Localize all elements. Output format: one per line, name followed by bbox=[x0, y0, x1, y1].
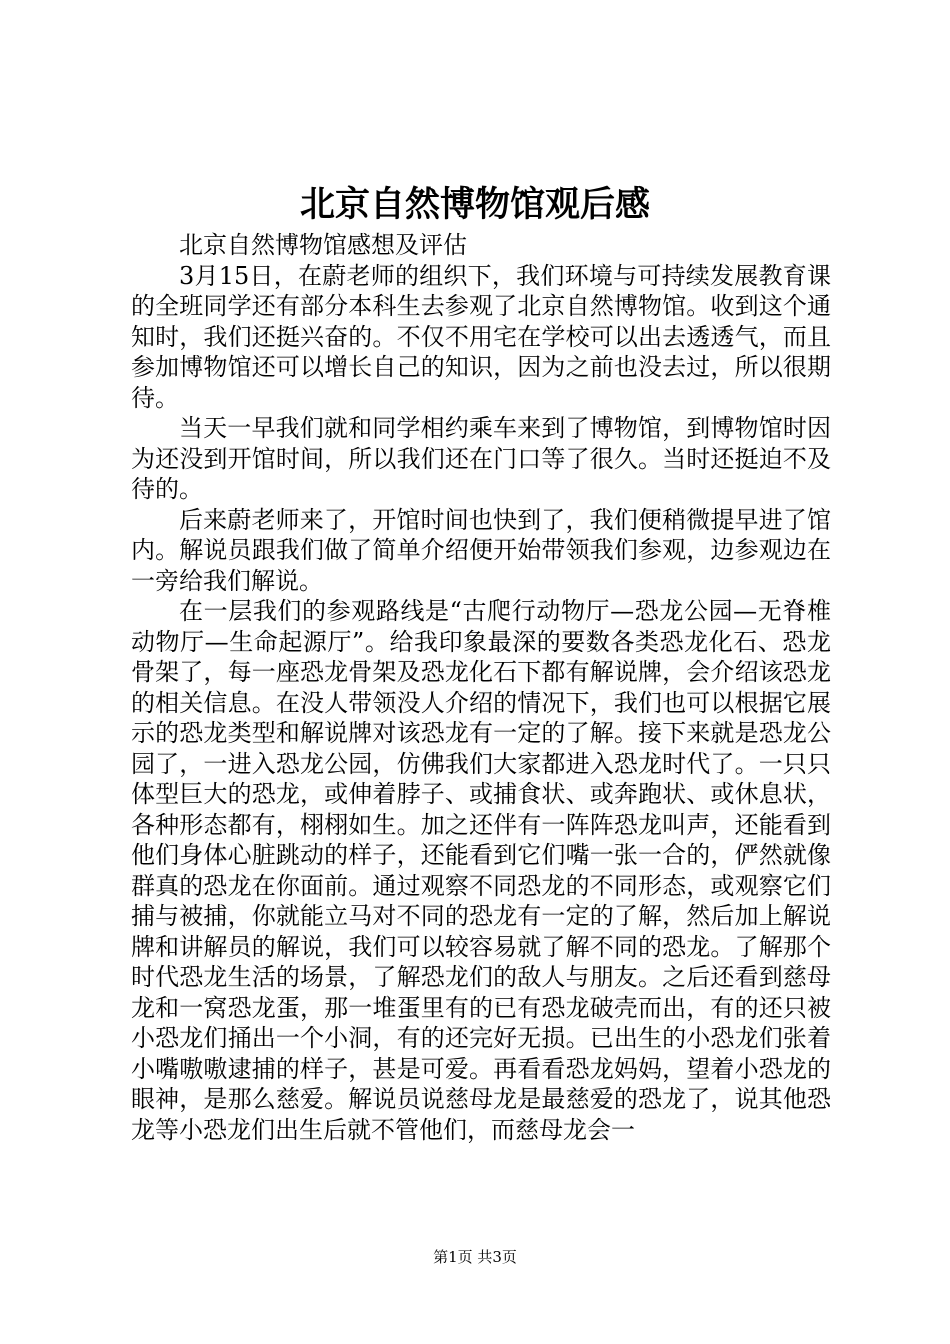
document-title: 北京自然博物馆观后感 bbox=[299, 184, 650, 225]
page-footer: 第1页 共3页 bbox=[433, 1248, 517, 1266]
paragraph-subtitle: 北京自然博物馆感想及评估 bbox=[179, 231, 467, 259]
paragraph: 在一层我们的参观路线是“古爬行动物厅—恐龙公园—无脊椎动物厅—生命起源厅”。给我印象最深的要数各类恐龙化石、恐龙骨架了，每一座恐龙骨架及恐龙化石下都有解说牌，会介绍该恐龙的相关信息。在没人带领没人介绍的情况下，我们也可以根据它展示的恐龙类型和解说牌对该恐龙有一定的了解。接下来就是恐龙公园了，一进入恐龙公园，仿佛我们大家都进入恐龙时代了。一只只体型巨大的恐龙，或伸着脖子、或捕食状、或奔跑状、或休息状，各种形态都有，栩栩如生。加之还伴有一阵阵恐龙叫声，还能看到他们身体心脏跳动的样子，还能看到它们嘴一张一合的，俨然就像群真的恐龙在你面前。通过观察不同恐龙的不同形态，或观察它们捕与被捕，你就能立马对不同的恐龙有一定的了解，然后加上解说牌和讲解员的解说，我们可以较容易就了解不同的恐龙。了解那个时代恐龙生活的场景，了解恐龙们的敌人与朋友。之后还看到慈母龙和一窝恐龙蛋，那一堆蛋里有的已有恐龙破壳而出，有的还只被小恐龙们捅出一个小洞，有的还完好无损。已出生的小恐龙们张着小嘴嗷嗷逮捕的样子，甚是可爱。再看看恐龙妈妈，望着小恐龙的眼神，是那么慈爱。解说员说慈母龙是最慈爱的恐龙了，说其他恐龙等小恐龙们出生后就不管他们，而慈母龙会一 bbox=[131, 597, 831, 1144]
paragraph: 后来蔚老师来了，开馆时间也快到了，我们便稍微提早进了馆内。解说员跟我们做了简单介绍便开始带领我们参观，边参观边在一旁给我们解说。 bbox=[131, 505, 831, 595]
paragraph: 当天一早我们就和同学相约乘车来到了博物馆，到博物馆时因为还没到开馆时间，所以我们还在门口等了很久。当时还挺迫不及待的。 bbox=[131, 414, 831, 503]
document-body bbox=[131, 230, 831, 1145]
paragraph: 3月15日，在蔚老师的组织下，我们环境与可持续发展教育课的全班同学还有部分本科生去参观了北京自然博物馆。收到这个通知时，我们还挺兴奋的。不仅不用宅在学校可以出去透透气，而且参加博物馆还可以增长自己的知识，因为之前也没去过，所以很期待。 bbox=[131, 261, 831, 412]
